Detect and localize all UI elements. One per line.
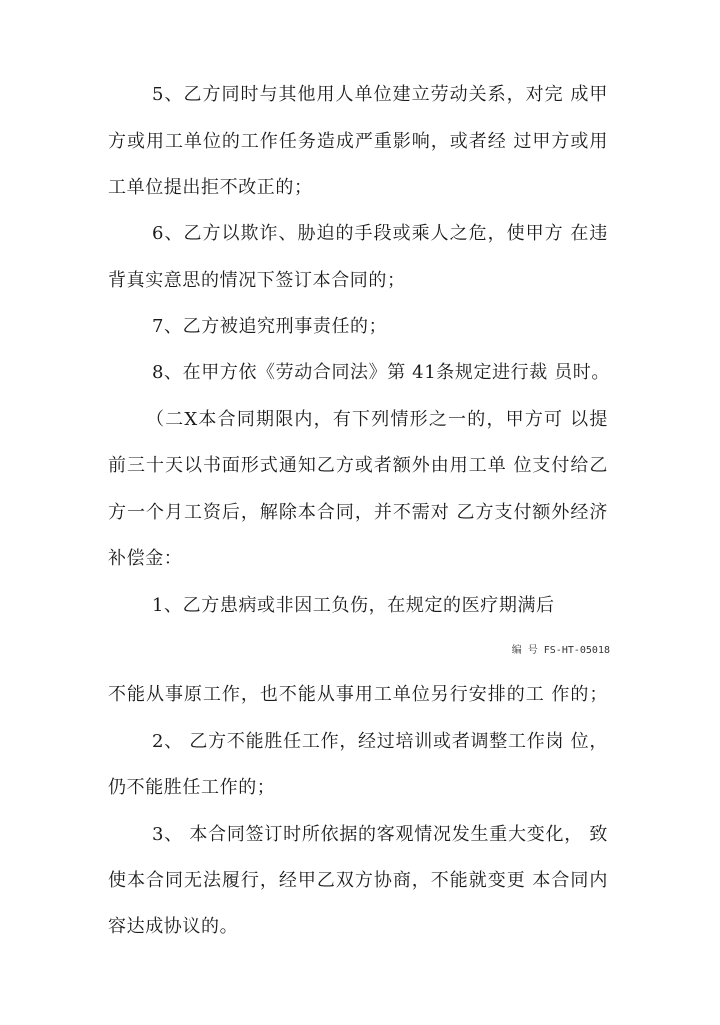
item-1-line-2: 不能从事原工作，也不能从事用工单位另行安排的工 作的； <box>108 684 608 705</box>
clause-6-line-1: 6、乙方以欺诈、胁迫的手段或乘人之危，使甲方 在违 <box>152 223 608 244</box>
item-3-line-1: 3、 本合同签订时所依据的客观情况发生重大变化， 致 <box>152 824 608 845</box>
section-2-line-2: 前三十天以书面形式通知乙方或者额外由用工单 位支付给乙 <box>108 455 608 476</box>
clause-7-line-1: 7、乙方被追究刑事责任的； <box>152 316 388 337</box>
clause-8-line-1: 8、在甲方依《劳动合同法》第 41条规定进行裁 员时。 <box>152 362 610 383</box>
clause-5-line-1: 5、乙方同时与其他用人单位建立劳动关系，对完 成甲 <box>152 84 608 105</box>
item-1-line-1: 1、乙方患病或非因工负伤，在规定的医疗期满后 <box>152 595 555 616</box>
clause-5-line-2: 方或用工单位的工作任务造成严重影响，或者经 过甲方或用 <box>108 131 608 152</box>
document-code: 编 号 FS-HT-05018 <box>511 645 610 656</box>
section-2-line-4: 补偿金： <box>108 548 183 569</box>
section-2-line-1: （二X本合同期限内，有下列情形之一的，甲方可 以提 <box>146 409 608 430</box>
item-3-line-2: 使本合同无法履行，经甲乙双方协商，不能就变更 本合同内 <box>108 870 608 891</box>
clause-5-line-3: 工单位提出拒不改正的； <box>108 177 313 198</box>
section-2-line-3: 方一个月工资后，解除本合同，并不需对 乙方支付额外经济 <box>108 502 608 523</box>
item-2-line-2: 仍不能胜任工作的； <box>108 777 276 798</box>
item-2-line-1: 2、 乙方不能胜任工作，经过培训或者调整工作岗 位， <box>152 731 608 752</box>
clause-6-line-2: 背真实意思的情况下签订本合同的； <box>108 270 406 291</box>
item-3-line-3: 容达成协议的。 <box>108 916 239 937</box>
